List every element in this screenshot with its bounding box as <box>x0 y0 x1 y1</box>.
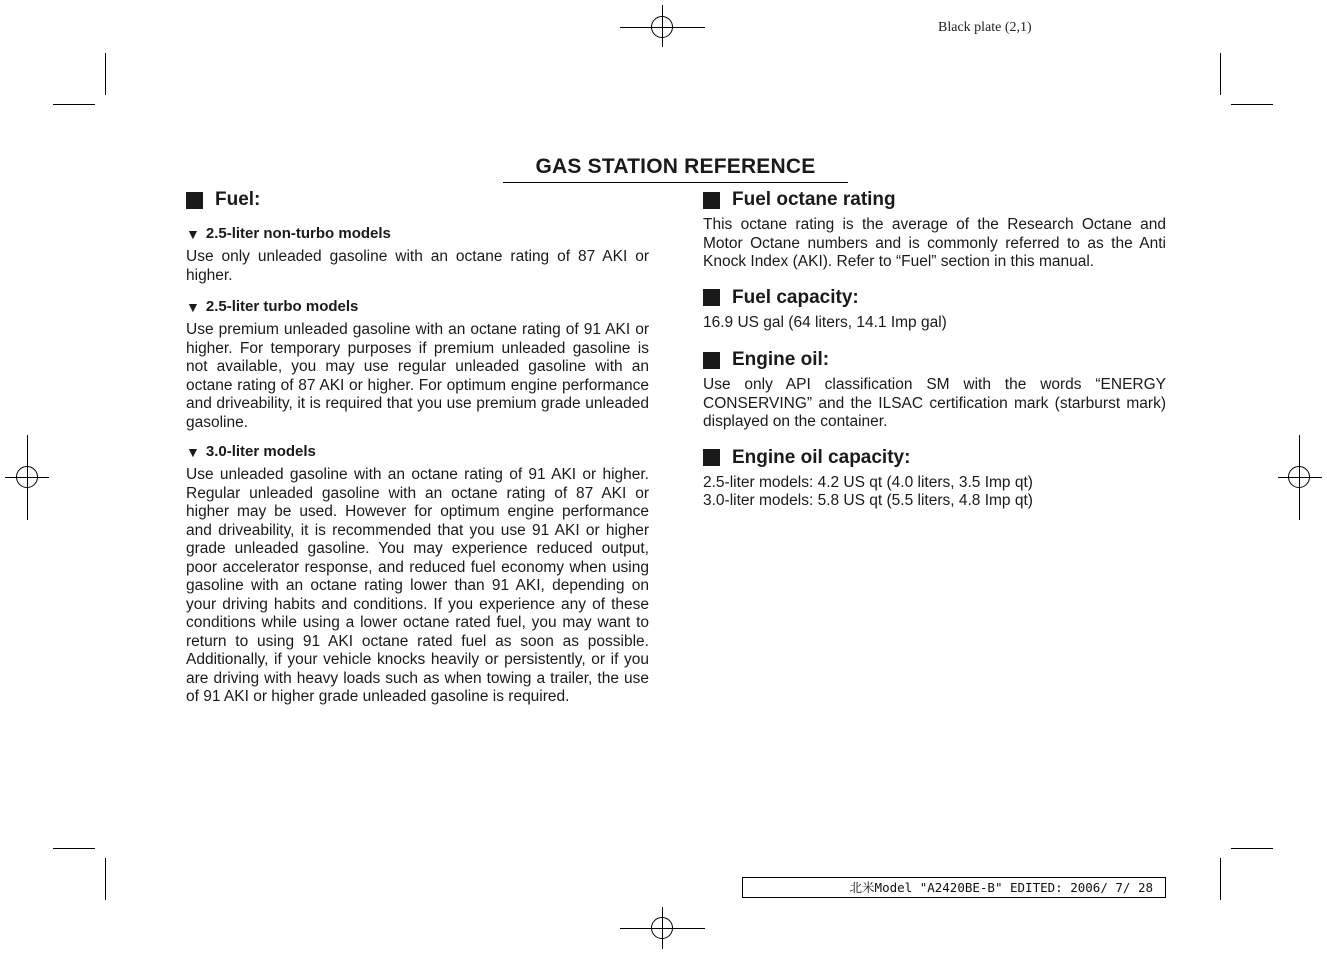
crop-mark <box>1231 104 1273 105</box>
plate-label: Black plate (2,1) <box>938 20 1032 35</box>
section-heading-fuel: Fuel: <box>186 188 649 212</box>
square-bullet-icon <box>703 289 720 306</box>
crop-mark <box>53 848 95 849</box>
crop-mark <box>105 858 106 900</box>
square-bullet-icon <box>186 192 203 209</box>
subheading-non-turbo: ▼ 2.5-liter non-turbo models <box>186 225 391 242</box>
paragraph-octane: This octane rating is the average of the Research Octane and Motor Octane numbers and is commonly referred to as the Anti Knock Index (AKI). Refer to “Fuel” section in this manual. <box>703 216 1166 270</box>
crop-mark <box>1220 858 1221 900</box>
footer-edit-box: 北米Model "A2420BE-B" EDITED: 2006/ 7/ 28 <box>742 877 1166 898</box>
section-heading-engine-oil: Engine oil: <box>703 348 1166 372</box>
square-bullet-icon <box>703 449 720 466</box>
crop-mark <box>105 53 106 95</box>
paragraph-3-0-liter: Use unleaded gasoline with an octane rating of 91 AKI or higher. Regular unleaded gasoline with an octane rating of 87 AKI or higher may be used. However for optimum engine performance and driveability, it is recommended that you use 91 AKI or higher grade unleaded gasoline. You may experience reduced output, poor accelerator response, and reduced fuel economy when using gasoline with an octane rating lower than 91 AKI, depending on your driving habits and conditions. If you experience any of these conditions while using a lower octane rated fuel, you may want to return to using 91 AKI octane rated fuel as soon as possible. Additionally, if your vehicle knocks heavily or persistently, or if you are driving with heavy loads such as when towing a trailer, the use of 91 AKI or higher grade unleaded gasoline is required. <box>186 466 649 705</box>
paragraph-turbo: Use premium unleaded gasoline with an octane rating of 91 AKI or higher. For temporary purposes if premium unleaded gasoline is not available, you may use regular unleaded gasoline with an octane rating of 87 AKI or higher. For optimum engine performance and driveability, it is required that you use premium grade unleaded gasoline. <box>186 321 649 431</box>
triangle-down-icon: ▼ <box>186 226 200 242</box>
paragraph-non-turbo: Use only unleaded gasoline with an octane rating of 87 AKI or higher. <box>186 248 649 284</box>
oil-capacity-line-2-5: 2.5-liter models: 4.2 US qt (4.0 liters, 3.5 Imp qt) <box>703 473 1033 491</box>
subheading-turbo: ▼ 2.5-liter turbo models <box>186 298 359 315</box>
crop-mark <box>1231 848 1273 849</box>
paragraph-fuel-capacity: 16.9 US gal (64 liters, 14.1 Imp gal) <box>703 313 947 331</box>
section-heading-engine-oil-capacity: Engine oil capacity: <box>703 446 1166 470</box>
crop-mark <box>1220 53 1221 95</box>
subheading-3-0-liter: ▼ 3.0-liter models <box>186 443 316 460</box>
square-bullet-icon <box>703 352 720 369</box>
right-column <box>703 188 1166 511</box>
square-bullet-icon <box>703 192 720 209</box>
paragraph-engine-oil: Use only API classification SM with the words “ENERGY CONSERVING” and the ILSAC certification mark (starburst mark) displayed on the container. <box>703 376 1166 430</box>
section-heading-octane: Fuel octane rating <box>703 188 1166 212</box>
triangle-down-icon: ▼ <box>186 299 200 315</box>
left-column <box>186 188 649 707</box>
crop-mark <box>53 104 95 105</box>
section-heading-fuel-capacity: Fuel capacity: <box>703 286 1166 310</box>
page-title: GAS STATION REFERENCE <box>503 155 848 183</box>
oil-capacity-line-3-0: 3.0-liter models: 5.8 US qt (5.5 liters, 4.8 Imp qt) <box>703 492 1033 509</box>
triangle-down-icon: ▼ <box>186 444 200 460</box>
